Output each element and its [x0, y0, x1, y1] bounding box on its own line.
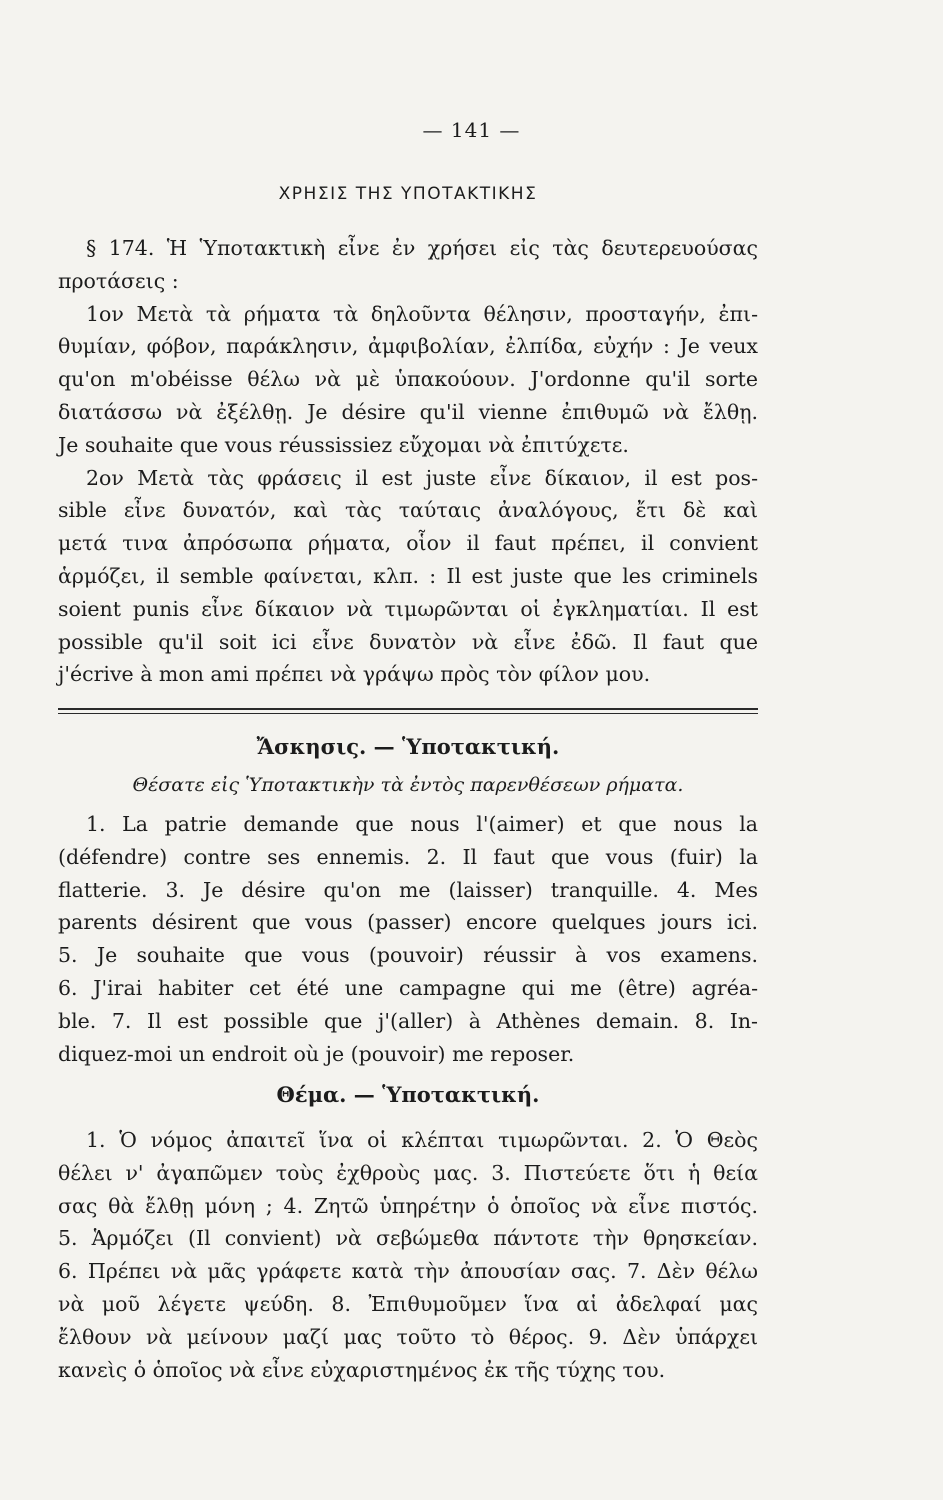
- exercise-body: [58, 808, 758, 1070]
- divider-thin: [58, 713, 758, 714]
- exercise-instruction: Θέσατε εἰς Ὑποτακτικὴν τὰ ἐντὸς παρενθέσεων ρήματα.: [132, 774, 684, 796]
- text-line: 5. Je souhaite que vous (pouvoir) réussir à vos examens.: [58, 943, 758, 968]
- exercise-text: [58, 808, 758, 1070]
- text-line: ἔλθουν νὰ μείνουν μαζί μας τοῦτο τὸ θέρος. 9. Δὲν ὑπάρχει: [58, 1324, 758, 1349]
- text-line: ἁρμόζει, il semble φαίνεται, κλπ. : Il est juste que les criminels: [58, 563, 758, 588]
- text-line: qu'on m'obéisse θέλω νὰ μὲ ὑπακούουν. J'ordonne qu'il sorte: [58, 367, 758, 392]
- text-line: κανεὶς ὁ ὁποῖος νὰ εἶνε εὐχαριστημένος ἐκ τῆς τύχης του.: [58, 1357, 666, 1382]
- text-line: Je souhaite que vous réussissiez εὔχομαι νὰ ἐπιτύχετε.: [58, 432, 629, 457]
- text-line: 1. Ὁ νόμος ἀπαιτεῖ ἵνα οἱ κλέπται τιμωρῶνται. 2. Ὁ Θεὸς: [86, 1128, 758, 1152]
- page-number: — 141 —: [422, 118, 521, 142]
- text-line: 6. J'irai habiter cet été une campagne qui me (être) agréa-: [58, 975, 758, 1000]
- text-line: θέλει ν' ἀγαπῶμεν τοὺς ἐχθροὺς μας. 3. Πιστεύετε ὅτι ἡ θεία: [58, 1160, 758, 1185]
- text-line: σας θὰ ἔλθῃ μόνη ; 4. Ζητῶ ὑπηρέτην ὁ ὁποῖος νὰ εἶνε πιστός.: [58, 1193, 758, 1218]
- text-line: 6. Πρέπει νὰ μᾶς γράφετε κατὰ τὴν ἀπουσίαν σας. 7. Δὲν θέλω: [58, 1259, 758, 1284]
- theme-title: Θέμα. — Ὑποτακτική.: [276, 1082, 540, 1107]
- text-line: flatterie. 3. Je désire qu'on me (laisser) tranquille. 4. Mes: [58, 877, 758, 902]
- text-line: 5. Ἁρμόζει (Il convient) νὰ σεβώμεθα πάντοτε τὴν θρησκείαν.: [58, 1226, 758, 1251]
- section-heading: ΧΡΗΣΙΣ ΤΗΣ ΥΠΟΤΑΚΤΙΚΗΣ: [278, 184, 538, 204]
- text-line: possible qu'il soit ici εἶνε δυνατὸν νὰ εἶνε ἐδῶ. Il faut que: [58, 629, 758, 654]
- text-line: 1. La patrie demande que nous l'(aimer) et que nous la: [86, 812, 758, 836]
- section-174: [58, 232, 758, 691]
- text-line: § 174. Ἡ Ὑποτακτικὴ εἶνε ἐν χρήσει εἰς τὰς δευτερευούσας: [86, 236, 758, 260]
- text-line: 2ον Μετὰ τὰς φράσεις il est juste εἶνε δίκαιον, il est pos-: [86, 465, 758, 490]
- section-174-text: [58, 232, 758, 691]
- text-line: 1ον Μετὰ τὰ ρήματα τὰ δηλοῦντα θέλησιν, προσταγήν, ἐπι-: [86, 301, 758, 326]
- text-line: νὰ μοῦ λέγετε ψεύδη. 8. Ἐπιθυμοῦμεν ἵνα αἱ ἀδελφαί μας: [58, 1291, 758, 1316]
- text-line: προτάσεις :: [58, 268, 179, 293]
- text-line: θυμίαν, φόβον, παράκλησιν, ἀμφιβολίαν, ἐλπίδα, εὐχήν : Je veux: [58, 334, 758, 359]
- text-line: diquez-moi un endroit où je (pouvoir) me reposer.: [58, 1041, 575, 1066]
- text-line: j'écrive à mon ami πρέπει νὰ γράψω πρὸς τὸν φίλον μου.: [58, 662, 651, 687]
- text-line: parents désirent que vous (passer) encore quelques jours ici.: [58, 910, 758, 935]
- text-line: ble. 7. Il est possible que j'(aller) à Athènes demain. 8. In-: [58, 1008, 758, 1033]
- text-line: μετά τινα ἀπρόσωπα ρήματα, οἷον il faut πρέπει, il convient: [58, 531, 758, 556]
- text-line: sible εἶνε δυνατόν, καὶ τὰς ταύταις ἀναλόγους, ἔτι δὲ καὶ: [58, 498, 758, 523]
- text-line: (défendre) contre ses ennemis. 2. Il faut que vous (fuir) la: [58, 844, 758, 869]
- text-line: soient punis εἶνε δίκαιον νὰ τιμωρῶνται οἱ ἐγκληματίαι. Il est: [58, 596, 758, 621]
- exercise-title: Ἄσκησις. — Ὑποτακτική.: [256, 734, 560, 759]
- text-line: διατάσσω νὰ ἐξέλθῃ. Je désire qu'il vienne ἐπιθυμῶ νὰ ἔλθῃ.: [58, 399, 758, 424]
- theme-text: [58, 1124, 758, 1386]
- theme-body: [58, 1124, 758, 1386]
- divider-thick: [58, 708, 758, 710]
